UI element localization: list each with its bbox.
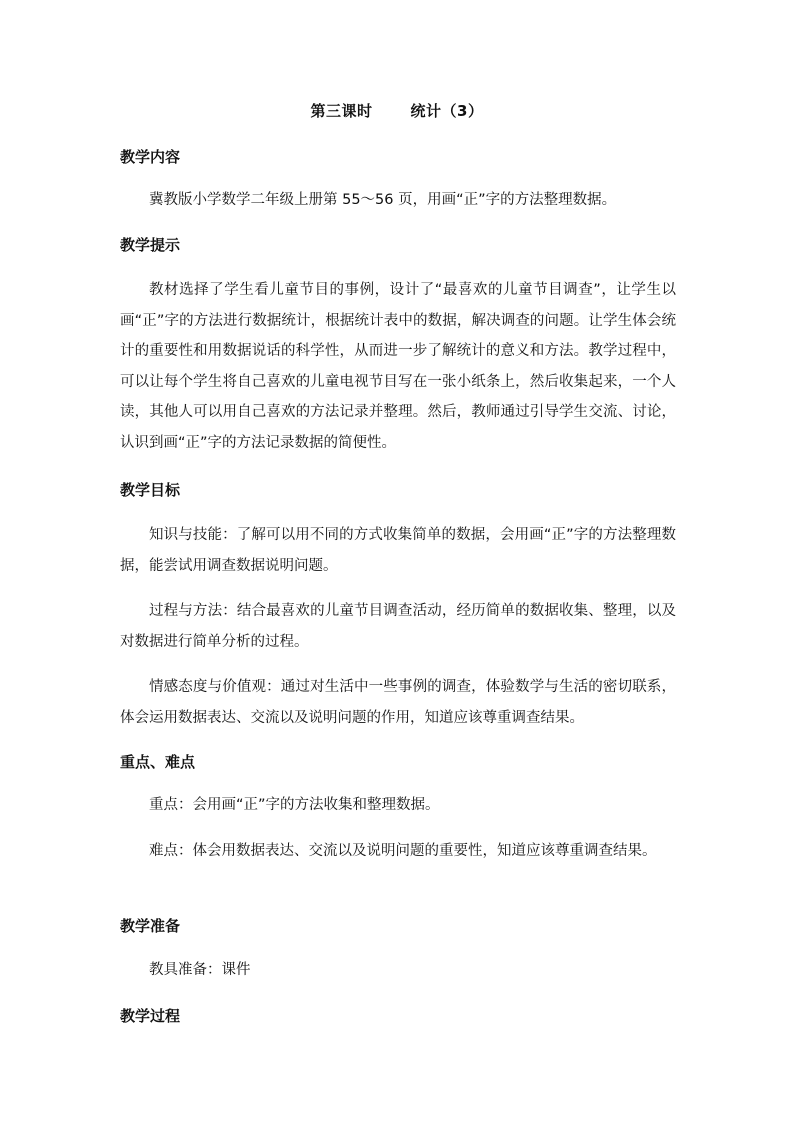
goal-paragraph: 过程与方法：结合最喜欢的儿童节目调查活动，经历简单的数据收集、整理，以及对数据进行简单分析的过程。	[120, 603, 676, 650]
section-heading-hint	[120, 231, 676, 259]
section-heading-goals	[120, 476, 676, 504]
section-content	[120, 186, 676, 214]
section-hint	[120, 275, 676, 458]
section-heading-prep	[120, 912, 676, 940]
heading-keypoints: 重点、难点	[120, 753, 196, 771]
goal-paragraph: 情感态度与价值观：通过对生活中一些事例的调查，体验数学与生活的密切联系，体会运用数据表达、交流以及说明问题的作用，知道应该尊重调查结果。	[120, 679, 676, 726]
goal-paragraph: 知识与技能：了解可以用不同的方式收集简单的数据，会用画“正”字的方法整理数据，能尝试用调查数据说明问题。	[120, 527, 676, 574]
heading-prep: 教学准备	[120, 917, 181, 935]
goal-process	[120, 596, 676, 658]
goal-attitude	[120, 672, 676, 734]
keypoint-paragraph: 难点：体会用数据表达、交流以及说明问题的重要性，知道应该尊重调查结果。	[149, 843, 657, 859]
heading-hint: 教学提示	[120, 236, 181, 254]
section-heading-process	[120, 1002, 676, 1030]
keypoint-difficulty	[120, 836, 676, 867]
section-heading-keypoints	[120, 748, 676, 776]
content-paragraph: 冀教版小学数学二年级上册第 55～56 页，用画“正”字的方法整理数据。	[149, 192, 617, 208]
lesson-title-sub: 统计（3）	[410, 102, 484, 120]
hint-paragraph: 教材选择了学生看儿童节目的事例，设计了“最喜欢的儿童节目调查”，让学生以画“正”字的方法进行数据统计，根据统计表中的数据，解决调查的问题。让学生体会统计的重要性和用数据说话的科学性，从而进一步了解统计的意义和方法。教学过程中，可以让每个学生将自己喜欢的儿童电视节目写在一张小纸条上，然后收集起来，一个人读，其他人可以用自己喜欢的方法记录并整理。然后，教师通过引导学生交流、讨论，认识到画“正”字的方法记录数据的简便性。	[120, 282, 676, 451]
keypoint-paragraph: 重点：会用画“正”字的方法收集和整理数据。	[149, 797, 440, 813]
section-prep	[120, 956, 676, 984]
goal-knowledge	[120, 520, 676, 582]
prep-paragraph: 教具准备：课件	[149, 962, 251, 978]
lesson-title	[0, 100, 794, 121]
heading-content: 教学内容	[120, 148, 181, 166]
keypoint-focus	[120, 791, 676, 819]
lesson-title-main: 第三课时	[310, 102, 373, 120]
heading-goals: 教学目标	[120, 481, 181, 499]
heading-process: 教学过程	[120, 1007, 181, 1025]
section-heading-content	[120, 143, 676, 171]
